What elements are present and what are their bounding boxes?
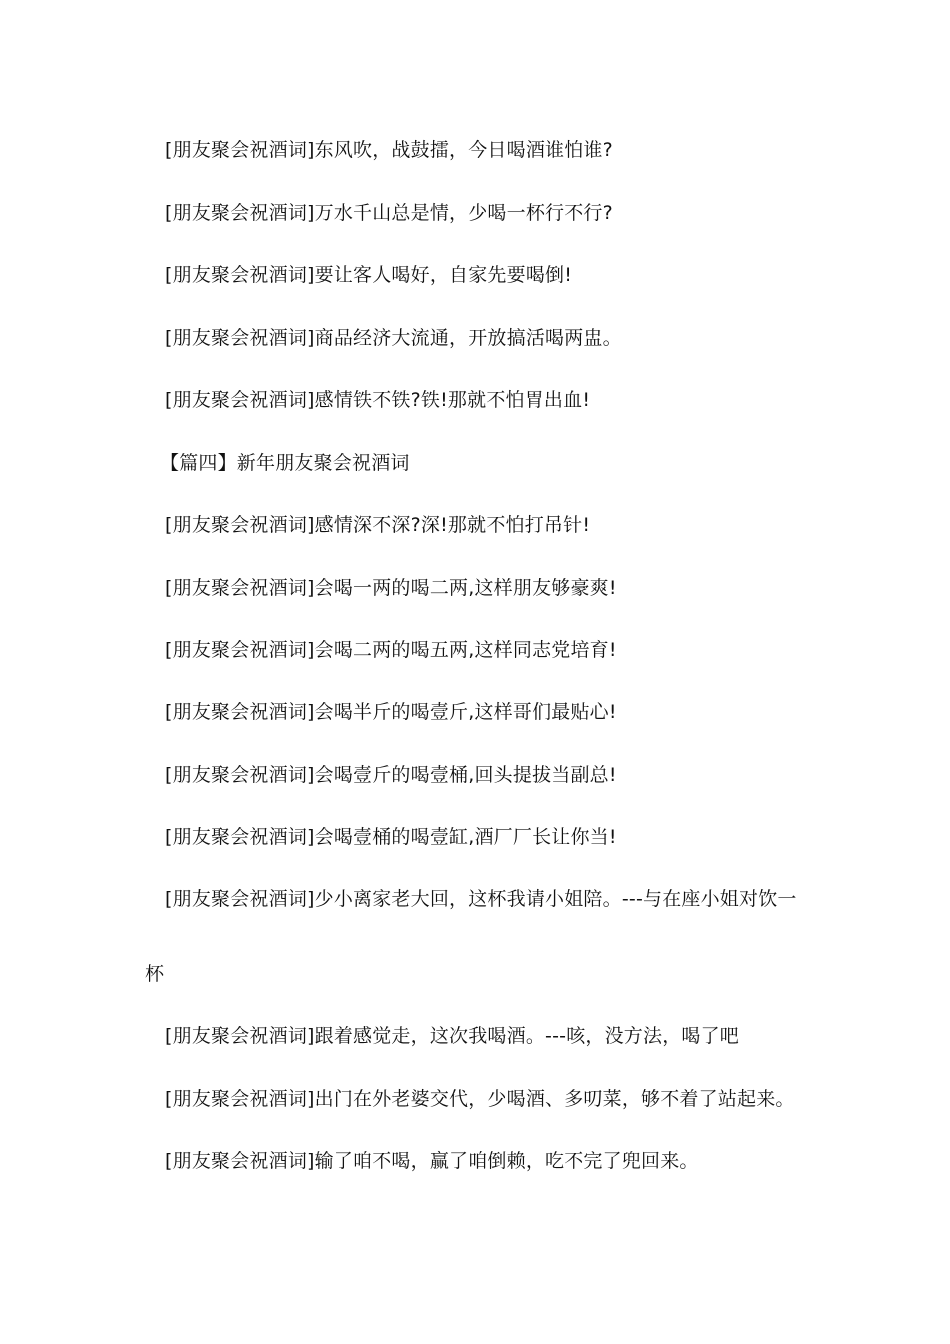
toast-line-12: [朋友聚会祝酒词]少小离家老大回，这杯我请小姐陪。---与在座小姐对饮一 <box>165 888 797 910</box>
toast-line-8: [朋友聚会祝酒词]会喝二两的喝五两,这样同志党培育! <box>165 639 617 661</box>
toast-line-14: [朋友聚会祝酒词]出门在外老婆交代，少喝酒、多叨菜，够不着了站起来。 <box>165 1088 795 1110</box>
toast-line-5: [朋友聚会祝酒词]感情铁不铁?铁!那就不怕胃出血! <box>165 389 591 411</box>
toast-line-11: [朋友聚会祝酒词]会喝壹桶的喝壹缸,酒厂厂长让你当! <box>165 826 617 848</box>
toast-line-4: [朋友聚会祝酒词]商品经济大流通，开放搞活喝两盅。 <box>165 327 622 349</box>
toast-line-3: [朋友聚会祝酒词]要让客人喝好，自家先要喝倒! <box>165 264 573 286</box>
toast-line-2: [朋友聚会祝酒词]万水千山总是情，少喝一杯行不行? <box>165 202 613 224</box>
toast-line-10: [朋友聚会祝酒词]会喝壹斤的喝壹桶,回头提拔当副总! <box>165 764 617 786</box>
toast-line-9: [朋友聚会祝酒词]会喝半斤的喝壹斤,这样哥们最贴心! <box>165 701 617 723</box>
toast-line-12-continued: 杯 <box>145 963 165 985</box>
toast-line-6: [朋友聚会祝酒词]感情深不深?深!那就不怕打吊针! <box>165 514 591 536</box>
toast-line-15: [朋友聚会祝酒词]输了咱不喝，赢了咱倒赖，吃不完了兜回来。 <box>165 1150 699 1172</box>
toast-line-1: [朋友聚会祝酒词]东风吹，战鼓擂，今日喝酒谁怕谁? <box>165 139 613 161</box>
toast-line-7: [朋友聚会祝酒词]会喝一两的喝二两,这样朋友够豪爽! <box>165 577 617 599</box>
toast-line-13: [朋友聚会祝酒词]跟着感觉走，这次我喝酒。---咳，没方法，喝了吧 <box>165 1025 739 1047</box>
section-heading: 【篇四】新年朋友聚会祝酒词 <box>160 452 410 474</box>
